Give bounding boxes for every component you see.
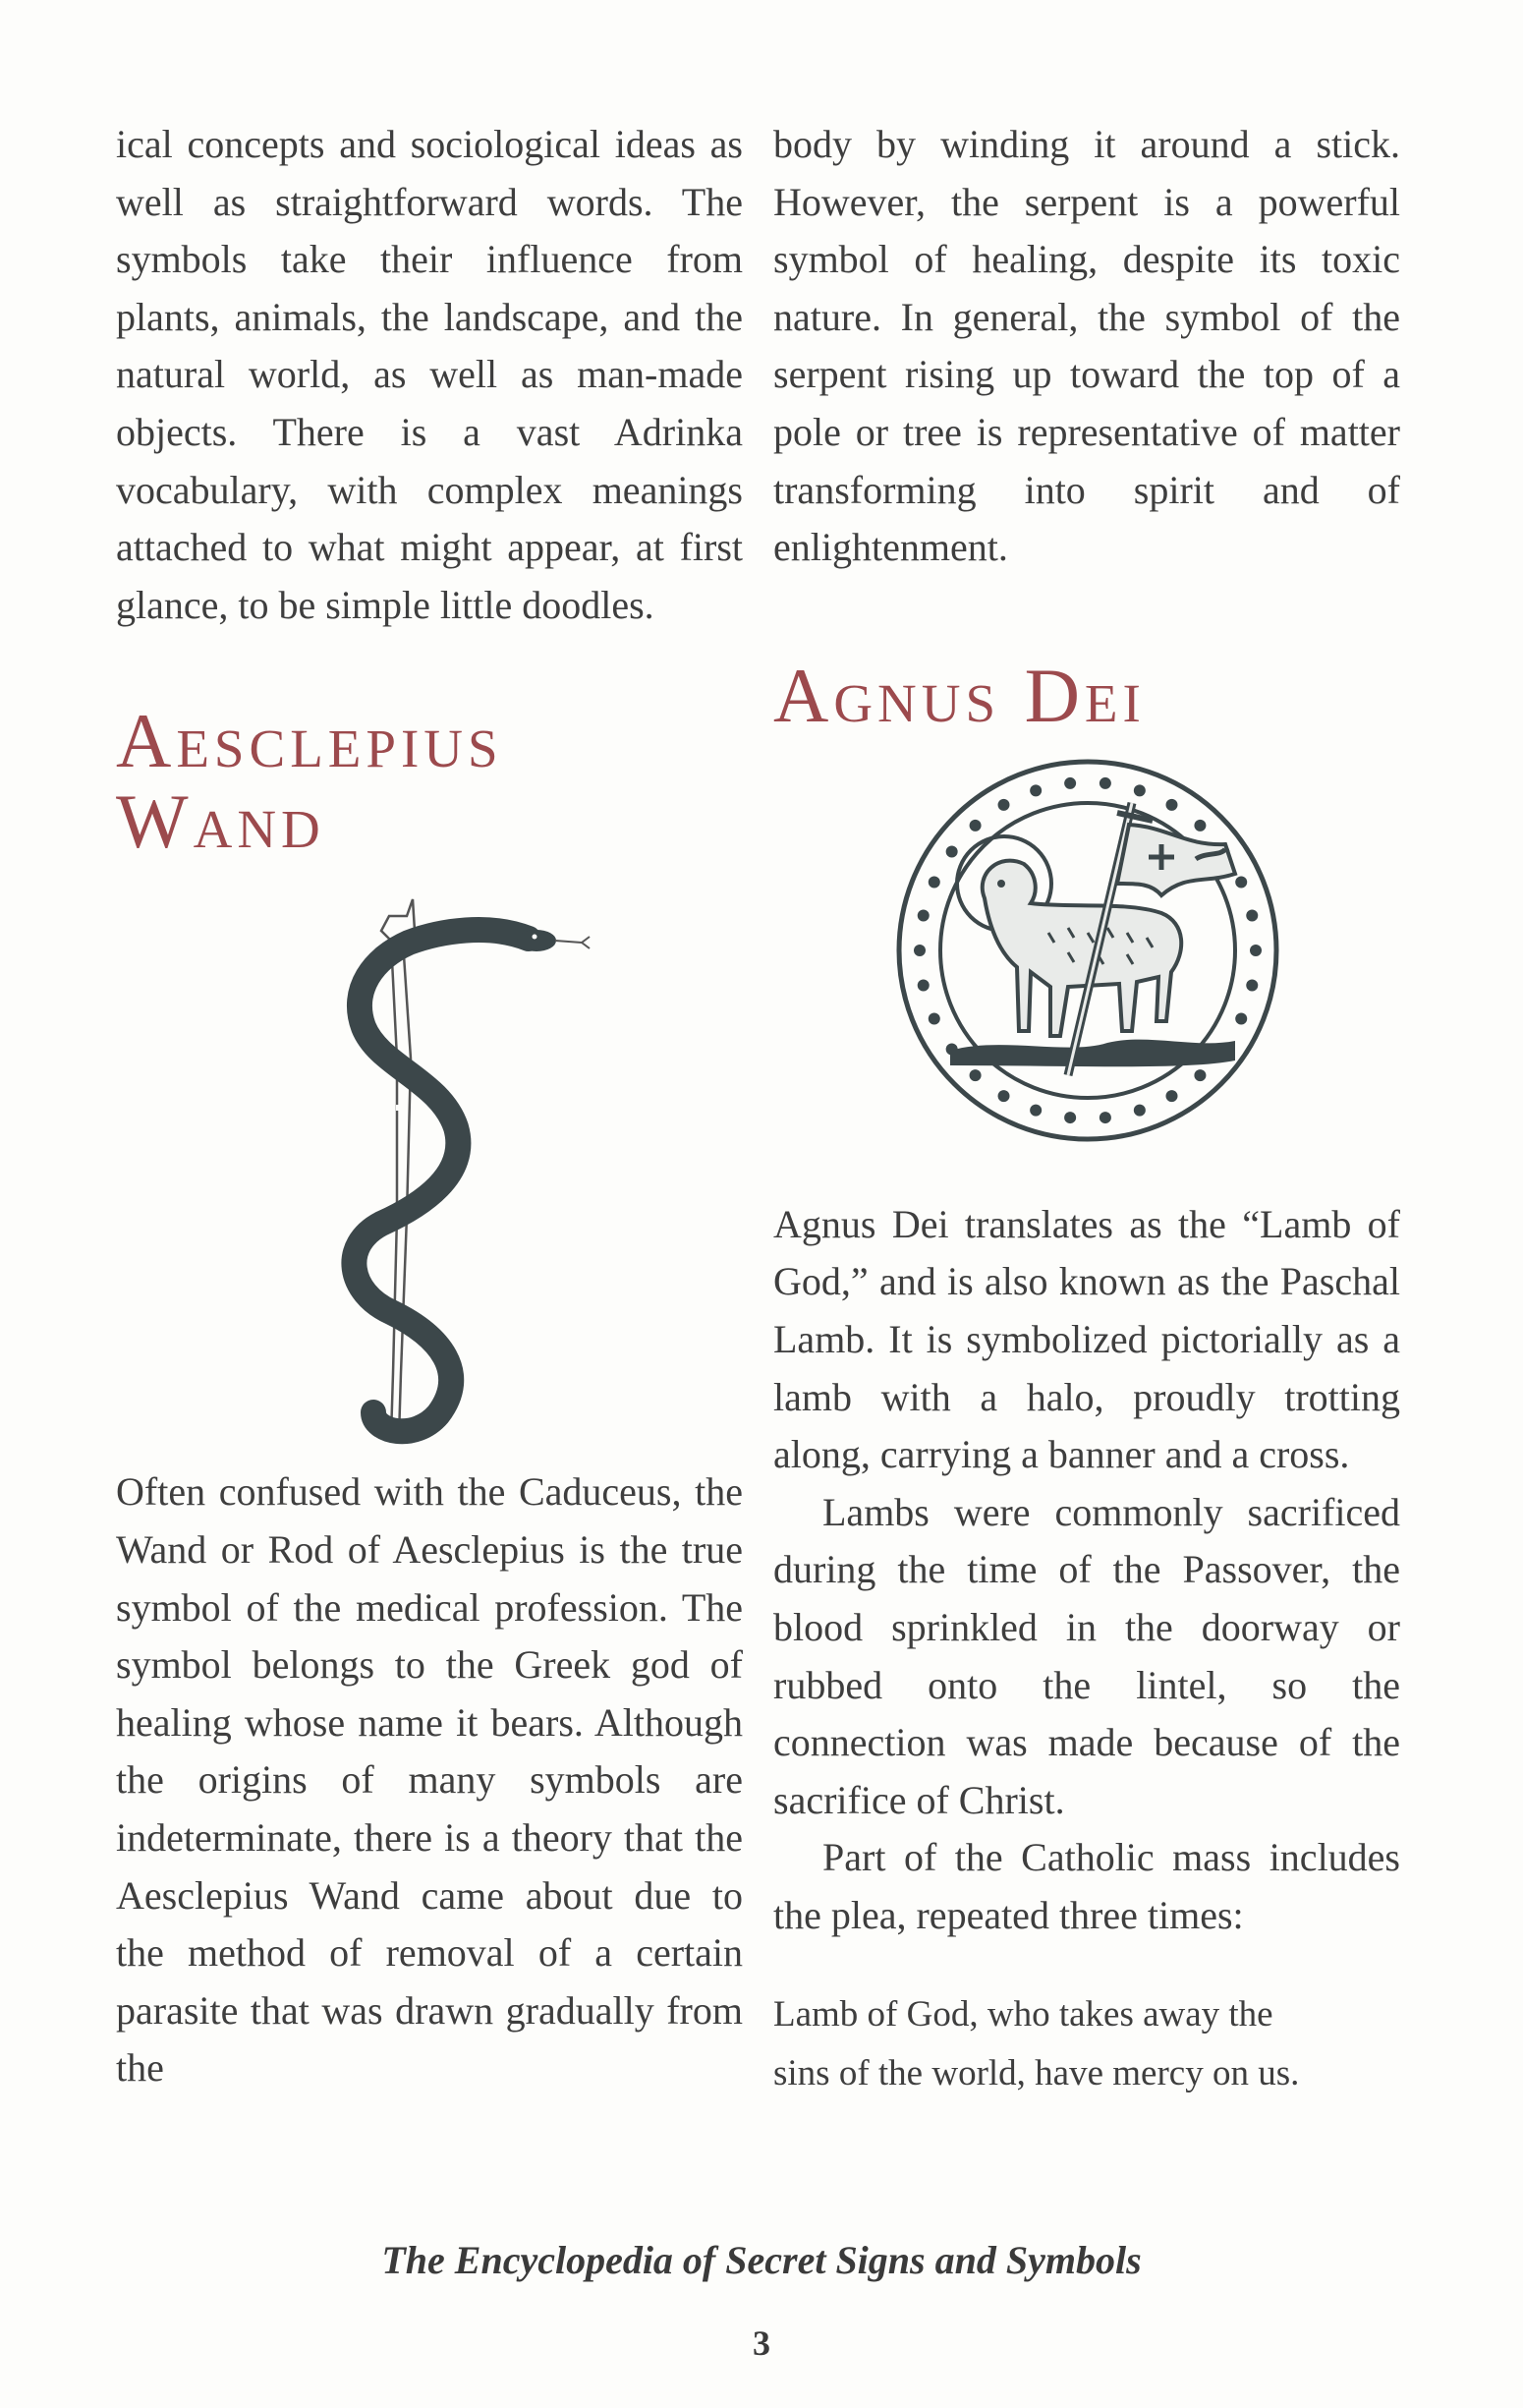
intro-paragraph: ical concepts and sociological ideas as well as straightforward words. The symbols take their influence from plants, animals, the landscape, and the natural world, as well as man-made objects. There is a vast Adrinka vocabulary, with complex meanings attached to what might appear, at first glance, to be simple little doodles. bbox=[116, 122, 743, 627]
medallion-dot bbox=[1246, 979, 1258, 991]
aesclepius-heading-line1: Aesclepius bbox=[116, 698, 503, 784]
medallion-dot bbox=[1166, 1090, 1178, 1102]
medallion-dot bbox=[918, 909, 930, 921]
medallion-dot bbox=[970, 820, 982, 831]
medallion-dot bbox=[914, 945, 926, 956]
medallion-dot bbox=[946, 845, 958, 857]
medallion-dot bbox=[1030, 1104, 1042, 1116]
book-title-footer: The Encyclopedia of Secret Signs and Symbols bbox=[381, 2238, 1142, 2282]
agnus-paragraph-3: Part of the Catholic mass includes the plea, repeated three times: bbox=[773, 1835, 1400, 1937]
medallion-dot bbox=[998, 799, 1010, 811]
continued-paragraph: body by winding it around a stick. However, the serpent is a powerful symbol of healing, despite its toxic nature. In general, the symbol of the serpent rising up toward the top of a pole or tree is representative of matter transforming into spirit and of enlightenment. bbox=[773, 122, 1400, 570]
quote-line-1: Lamb of God, who takes away the bbox=[773, 1994, 1273, 2035]
agnus-paragraph-1: Agnus Dei translates as the “Lamb of God,” and is also known as the Paschal Lamb. It is symbolized pictorially as a lamb with a halo, proudly trotting along, carrying a banner and a cross. bbox=[773, 1201, 1400, 1477]
agnus-dei-figure bbox=[773, 736, 1400, 1178]
aesclepius-wand-illustration bbox=[116, 862, 743, 1462]
medallion-dot bbox=[1100, 777, 1111, 789]
agnus-dei-heading: Agnus Dei bbox=[773, 652, 1146, 738]
medallion-dot bbox=[1235, 1012, 1247, 1024]
medallion-dot bbox=[998, 1090, 1010, 1102]
aesclepius-heading bbox=[116, 698, 743, 865]
quote-line-2: sins of the world, have mercy on us. bbox=[773, 2053, 1300, 2094]
aesclepius-heading-line2: Wand bbox=[116, 778, 325, 865]
right-column bbox=[773, 116, 1400, 2103]
medallion-dot bbox=[918, 979, 930, 991]
medallion-dot bbox=[1250, 945, 1262, 956]
medallion-dot bbox=[1134, 1104, 1146, 1116]
medallion-dot bbox=[1246, 909, 1258, 921]
left-column bbox=[116, 116, 743, 2097]
agnus-paragraph-2: Lambs were commonly sacrificed during the time of the Passover, the blood sprinkled in the doorway or rubbed onto the lintel, so the connection was made because of the sacrifice of Christ. bbox=[773, 1489, 1400, 1822]
agnus-dei-medallion-illustration bbox=[773, 736, 1400, 1178]
medallion-dot bbox=[1030, 784, 1042, 796]
medallion-dot bbox=[1064, 1112, 1076, 1123]
medallion-dot bbox=[1064, 777, 1076, 789]
medallion-dot bbox=[1235, 876, 1247, 888]
medallion-dot bbox=[1194, 820, 1206, 831]
medallion-dot bbox=[929, 876, 940, 888]
medallion-dot bbox=[1100, 1112, 1111, 1123]
medallion-dot bbox=[1166, 799, 1178, 811]
mass-quote bbox=[773, 1985, 1400, 2103]
page-number: 3 bbox=[753, 2323, 770, 2363]
medallion-dot bbox=[970, 1069, 982, 1081]
wand-paragraph: Often confused with the Caduceus, the Wand or Rod of Aesclepius is the true symbol of the medical profession. The symbol belongs to the Greek god of healing whose name it bears. Although the origins of many symbols are indeterminate, there is a theory that the Aesclepius Wand came about due to the method of removal of a certain parasite that was drawn gradually from the bbox=[116, 1469, 743, 2091]
medallion-dot bbox=[1134, 784, 1146, 796]
medallion-dot bbox=[1194, 1069, 1206, 1081]
aesclepius-wand-figure bbox=[116, 862, 743, 1462]
medallion-dot bbox=[929, 1012, 940, 1024]
